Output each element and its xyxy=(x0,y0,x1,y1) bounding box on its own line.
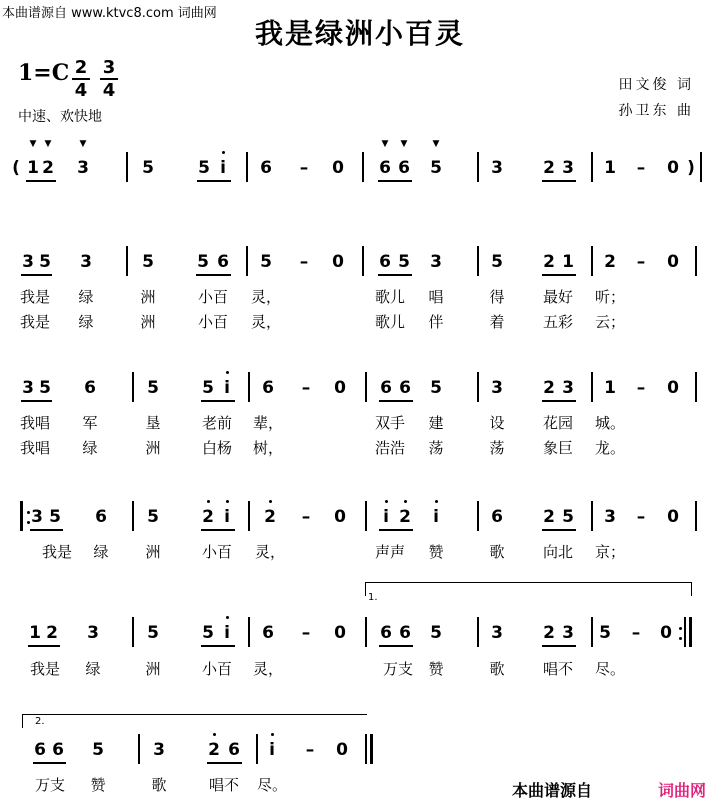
note: 6 xyxy=(262,623,274,643)
barline xyxy=(126,246,128,276)
note: 0 xyxy=(334,507,346,527)
beam-underline xyxy=(379,400,413,402)
accent-mark: ▼ xyxy=(400,139,408,149)
lyric-syllable: 辈， xyxy=(252,414,284,432)
barline xyxy=(246,152,248,182)
lyric-syllable: 绿 xyxy=(78,288,94,306)
note: 3 xyxy=(22,252,34,272)
accent-mark: ▼ xyxy=(44,139,52,149)
note: 5 xyxy=(202,378,214,398)
accent-mark: ▼ xyxy=(381,139,389,149)
barline xyxy=(138,734,140,764)
note: 6 xyxy=(84,378,96,398)
intro-close-paren: ) xyxy=(687,158,695,178)
beam-underline xyxy=(197,180,231,182)
note: 5 xyxy=(92,740,104,760)
barline xyxy=(477,246,479,276)
volta-2-number: 2. xyxy=(35,716,45,727)
barline xyxy=(256,734,258,764)
volta-1-left xyxy=(365,582,366,596)
beam-underline xyxy=(201,645,235,647)
note: 6 xyxy=(260,158,272,178)
volta-2-line xyxy=(22,714,367,715)
barline xyxy=(591,152,593,182)
note: 0 xyxy=(667,252,679,272)
lyric-syllable: 伴 xyxy=(428,313,444,331)
note: 3 xyxy=(562,378,574,398)
lyric-syllable: 唱不 xyxy=(208,776,240,794)
barline xyxy=(248,372,250,402)
note: – xyxy=(636,158,646,178)
note: 2 xyxy=(264,507,276,527)
note: 5 xyxy=(430,623,442,643)
barline xyxy=(591,246,593,276)
barline xyxy=(695,246,697,276)
note: 1 xyxy=(604,158,616,178)
barline xyxy=(365,617,367,647)
lyric-syllable: 建 xyxy=(428,414,444,432)
note: 5 xyxy=(260,252,272,272)
lyric-syllable: 向北 xyxy=(542,543,574,561)
note: – xyxy=(631,623,641,643)
volta-1-right xyxy=(691,582,692,596)
beam-underline xyxy=(379,645,413,647)
note: 3 xyxy=(491,158,503,178)
barline xyxy=(365,734,367,764)
barline xyxy=(365,501,367,531)
note: 5 xyxy=(147,507,159,527)
lyric-syllable: 尽。 xyxy=(594,660,626,678)
note: i xyxy=(224,378,230,398)
barline xyxy=(248,617,250,647)
note: 5 xyxy=(142,252,154,272)
beam-underline xyxy=(379,529,413,531)
lyric-syllable: 荡 xyxy=(489,439,505,457)
note: 1 xyxy=(29,623,41,643)
note: 0 xyxy=(660,623,672,643)
lyric-syllable: 歌 xyxy=(489,660,505,678)
repeat-dot xyxy=(679,627,682,630)
barline xyxy=(591,501,593,531)
note: 0 xyxy=(332,252,344,272)
note: 5 xyxy=(599,623,611,643)
beam-underline xyxy=(207,762,242,764)
lyric-syllable: 我是 xyxy=(29,660,61,678)
beam-underline xyxy=(542,274,576,276)
lyric-syllable: 灵， xyxy=(250,313,282,331)
high-octave-dot xyxy=(226,500,229,503)
repeat-start-thick xyxy=(20,501,23,531)
repeat-dot xyxy=(27,511,30,514)
note: 1 xyxy=(604,378,616,398)
lyric-syllable: 老前 xyxy=(201,414,233,432)
barline xyxy=(132,617,134,647)
lyric-syllable: 浩浩 xyxy=(374,439,406,457)
note: 3 xyxy=(22,378,34,398)
beam-underline xyxy=(542,645,576,647)
lyric-syllable: 树， xyxy=(252,439,284,457)
lyric-syllable: 洲 xyxy=(140,313,156,331)
note: 5 xyxy=(198,158,210,178)
lyric-syllable: 尽。 xyxy=(256,776,288,794)
note: 0 xyxy=(336,740,348,760)
note: 6 xyxy=(217,252,229,272)
lyric-syllable: 绿 xyxy=(85,660,101,678)
barline xyxy=(591,617,593,647)
note: 6 xyxy=(380,623,392,643)
note: 6 xyxy=(379,252,391,272)
repeat-dot xyxy=(679,637,682,640)
note: 3 xyxy=(491,623,503,643)
note: 1 xyxy=(27,158,39,178)
intro-open-paren: ( xyxy=(12,158,20,178)
note: 5 xyxy=(202,623,214,643)
lyric-syllable: 声声 xyxy=(374,543,406,561)
note: – xyxy=(636,252,646,272)
time-signature-1 xyxy=(70,58,92,100)
lyric-syllable: 赞 xyxy=(428,660,444,678)
note: 2 xyxy=(604,252,616,272)
barline xyxy=(248,501,250,531)
footer-logo: 词曲网 xyxy=(658,781,707,800)
lyric-syllable: 灵， xyxy=(250,288,282,306)
lyric-syllable: 着 xyxy=(489,313,505,331)
note: 5 xyxy=(49,507,61,527)
note: 3 xyxy=(604,507,616,527)
key-signature: 1=C xyxy=(18,60,70,86)
note: – xyxy=(299,158,309,178)
note: 6 xyxy=(398,158,410,178)
note: 2 xyxy=(543,378,555,398)
note: 1 xyxy=(562,252,574,272)
volta-1-number: 1. xyxy=(368,592,378,603)
lyric-syllable: 万支 xyxy=(34,776,66,794)
note: 6 xyxy=(380,378,392,398)
note: 0 xyxy=(667,507,679,527)
note: 3 xyxy=(31,507,43,527)
note: 0 xyxy=(667,158,679,178)
beam-underline xyxy=(21,274,52,276)
lyric-syllable: 灵， xyxy=(252,660,284,678)
high-octave-dot xyxy=(271,733,274,736)
note: 2 xyxy=(208,740,220,760)
note: i xyxy=(433,507,439,527)
note: 2 xyxy=(543,507,555,527)
lyric-syllable: 花园 xyxy=(542,414,574,432)
note: – xyxy=(636,378,646,398)
barline xyxy=(362,152,364,182)
accent-mark: ▼ xyxy=(432,139,440,149)
note: 3 xyxy=(491,378,503,398)
note: 5 xyxy=(147,378,159,398)
site-suffix: 词曲网 xyxy=(177,6,217,21)
note: 6 xyxy=(228,740,240,760)
lyric-syllable: 我唱 xyxy=(19,439,51,457)
note: i xyxy=(383,507,389,527)
barline xyxy=(132,501,134,531)
lyric-syllable: 洲 xyxy=(145,439,161,457)
time-sig-1-top: 2 xyxy=(74,57,88,78)
lyric-syllable: 五彩 xyxy=(542,313,574,331)
time-signature-2 xyxy=(98,58,120,100)
song-title: 我是绿洲小百灵 xyxy=(254,17,465,50)
note: – xyxy=(301,623,311,643)
note: 5 xyxy=(39,378,51,398)
high-octave-dot xyxy=(385,500,388,503)
lyricist-credit: 田文俊 词 xyxy=(618,77,694,93)
time-sig-2-bottom: 4 xyxy=(102,80,116,101)
beam-underline xyxy=(542,400,576,402)
note: 3 xyxy=(430,252,442,272)
note: 3 xyxy=(77,158,89,178)
lyric-syllable: 城。 xyxy=(594,414,626,432)
lyric-syllable: 双手 xyxy=(374,414,406,432)
lyric-syllable: 歌 xyxy=(489,543,505,561)
note: 2 xyxy=(399,507,411,527)
note: 3 xyxy=(87,623,99,643)
lyric-syllable: 龙。 xyxy=(594,439,626,457)
lyric-syllable: 我是 xyxy=(19,288,51,306)
note: 5 xyxy=(430,378,442,398)
lyric-syllable: 赞 xyxy=(90,776,106,794)
barline xyxy=(695,501,697,531)
beam-underline xyxy=(28,645,60,647)
barline xyxy=(362,246,364,276)
beam-underline xyxy=(33,762,66,764)
lyric-syllable: 洲 xyxy=(145,543,161,561)
lyric-syllable: 唱不 xyxy=(542,660,574,678)
note: 6 xyxy=(95,507,107,527)
repeat-end-thick xyxy=(689,617,692,647)
beam-underline xyxy=(542,529,576,531)
time-sig-1-bottom: 4 xyxy=(74,80,88,101)
note: 5 xyxy=(142,158,154,178)
lyric-syllable: 歌 xyxy=(151,776,167,794)
volta-2-left xyxy=(22,714,23,728)
repeat-dot xyxy=(27,521,30,524)
barline xyxy=(132,372,134,402)
lyric-syllable: 我是 xyxy=(19,313,51,331)
lyric-syllable: 绿 xyxy=(82,439,98,457)
time-sig-2-top: 3 xyxy=(102,57,116,78)
barline xyxy=(684,617,686,647)
high-octave-dot xyxy=(226,616,229,619)
beam-underline xyxy=(378,274,412,276)
lyric-syllable: 最好 xyxy=(542,288,574,306)
barline xyxy=(126,152,128,182)
barline xyxy=(477,501,479,531)
beam-underline xyxy=(196,274,231,276)
lyric-syllable: 歌儿 xyxy=(374,288,406,306)
lyric-syllable: 小百 xyxy=(201,660,233,678)
note: 0 xyxy=(332,158,344,178)
beam-underline xyxy=(21,400,52,402)
lyric-syllable: 小百 xyxy=(197,288,229,306)
beam-underline xyxy=(542,180,576,182)
note: 3 xyxy=(153,740,165,760)
note: 0 xyxy=(334,378,346,398)
lyric-syllable: 万支 xyxy=(382,660,414,678)
note: 6 xyxy=(52,740,64,760)
barline xyxy=(700,152,702,182)
high-octave-dot xyxy=(222,151,225,154)
lyric-syllable: 小百 xyxy=(197,313,229,331)
lyric-syllable: 绿 xyxy=(93,543,109,561)
note: 2 xyxy=(543,252,555,272)
high-octave-dot xyxy=(207,500,210,503)
high-octave-dot xyxy=(226,371,229,374)
high-octave-dot xyxy=(435,500,438,503)
tempo-marking: 中速、欢快地 xyxy=(18,109,102,125)
note: 6 xyxy=(379,158,391,178)
beam-underline xyxy=(26,180,56,182)
beam-underline xyxy=(201,529,235,531)
lyric-syllable: 京； xyxy=(594,543,626,561)
note: 5 xyxy=(562,507,574,527)
high-octave-dot xyxy=(269,500,272,503)
note: 6 xyxy=(399,623,411,643)
lyric-syllable: 云； xyxy=(594,313,626,331)
beam-underline xyxy=(201,400,235,402)
lyric-syllable: 歌儿 xyxy=(374,313,406,331)
high-octave-dot xyxy=(404,500,407,503)
site-url[interactable]: www.ktvc8.com xyxy=(71,6,174,21)
note: 2 xyxy=(42,158,54,178)
note: 5 xyxy=(39,252,51,272)
lyric-syllable: 得 xyxy=(489,288,505,306)
note: 2 xyxy=(46,623,58,643)
note: – xyxy=(301,378,311,398)
footer-source: 本曲谱源自 xyxy=(512,781,593,800)
lyric-syllable: 绿 xyxy=(78,313,94,331)
lyric-syllable: 荡 xyxy=(428,439,444,457)
lyric-syllable: 设 xyxy=(489,414,505,432)
note: i xyxy=(269,740,275,760)
lyric-syllable: 小百 xyxy=(201,543,233,561)
note: 5 xyxy=(197,252,209,272)
note: 6 xyxy=(262,378,274,398)
lyric-syllable: 唱 xyxy=(428,288,444,306)
high-octave-dot xyxy=(213,733,216,736)
lyric-syllable: 灵， xyxy=(254,543,286,561)
lyric-syllable: 赞 xyxy=(428,543,444,561)
note: 2 xyxy=(543,158,555,178)
note: – xyxy=(305,740,315,760)
barline xyxy=(477,152,479,182)
lyric-syllable: 白杨 xyxy=(201,439,233,457)
lyric-syllable: 我是 xyxy=(41,543,73,561)
lyric-syllable: 我唱 xyxy=(19,414,51,432)
lyric-syllable: 象巨 xyxy=(542,439,574,457)
beam-underline xyxy=(378,180,412,182)
note: 3 xyxy=(80,252,92,272)
note: 2 xyxy=(202,507,214,527)
barline xyxy=(365,372,367,402)
lyric-syllable: 听； xyxy=(594,288,626,306)
note: 5 xyxy=(491,252,503,272)
note: 2 xyxy=(543,623,555,643)
final-barline xyxy=(370,734,373,764)
volta-1-line xyxy=(365,582,692,583)
note: – xyxy=(299,252,309,272)
note: 5 xyxy=(398,252,410,272)
note: 6 xyxy=(399,378,411,398)
barline xyxy=(477,372,479,402)
lyric-syllable: 洲 xyxy=(145,660,161,678)
note: – xyxy=(301,507,311,527)
note: i xyxy=(220,158,226,178)
lyric-syllable: 垦 xyxy=(145,414,161,432)
note: 3 xyxy=(562,623,574,643)
accent-mark: ▼ xyxy=(79,139,87,149)
lyric-syllable: 军 xyxy=(82,414,98,432)
note: 5 xyxy=(147,623,159,643)
beam-underline xyxy=(30,529,63,531)
composer-credit: 孙卫东 曲 xyxy=(618,103,694,119)
accent-mark: ▼ xyxy=(29,139,37,149)
note: 0 xyxy=(334,623,346,643)
note: – xyxy=(636,507,646,527)
note: 6 xyxy=(34,740,46,760)
barline xyxy=(246,246,248,276)
barline xyxy=(591,372,593,402)
note: 0 xyxy=(667,378,679,398)
note: i xyxy=(224,623,230,643)
lyric-syllable: 洲 xyxy=(140,288,156,306)
barline xyxy=(695,372,697,402)
barline xyxy=(477,617,479,647)
note: 3 xyxy=(562,158,574,178)
site-name: 本曲谱源自 xyxy=(2,6,68,21)
note: 5 xyxy=(430,158,442,178)
note: 6 xyxy=(491,507,503,527)
note: i xyxy=(224,507,230,527)
